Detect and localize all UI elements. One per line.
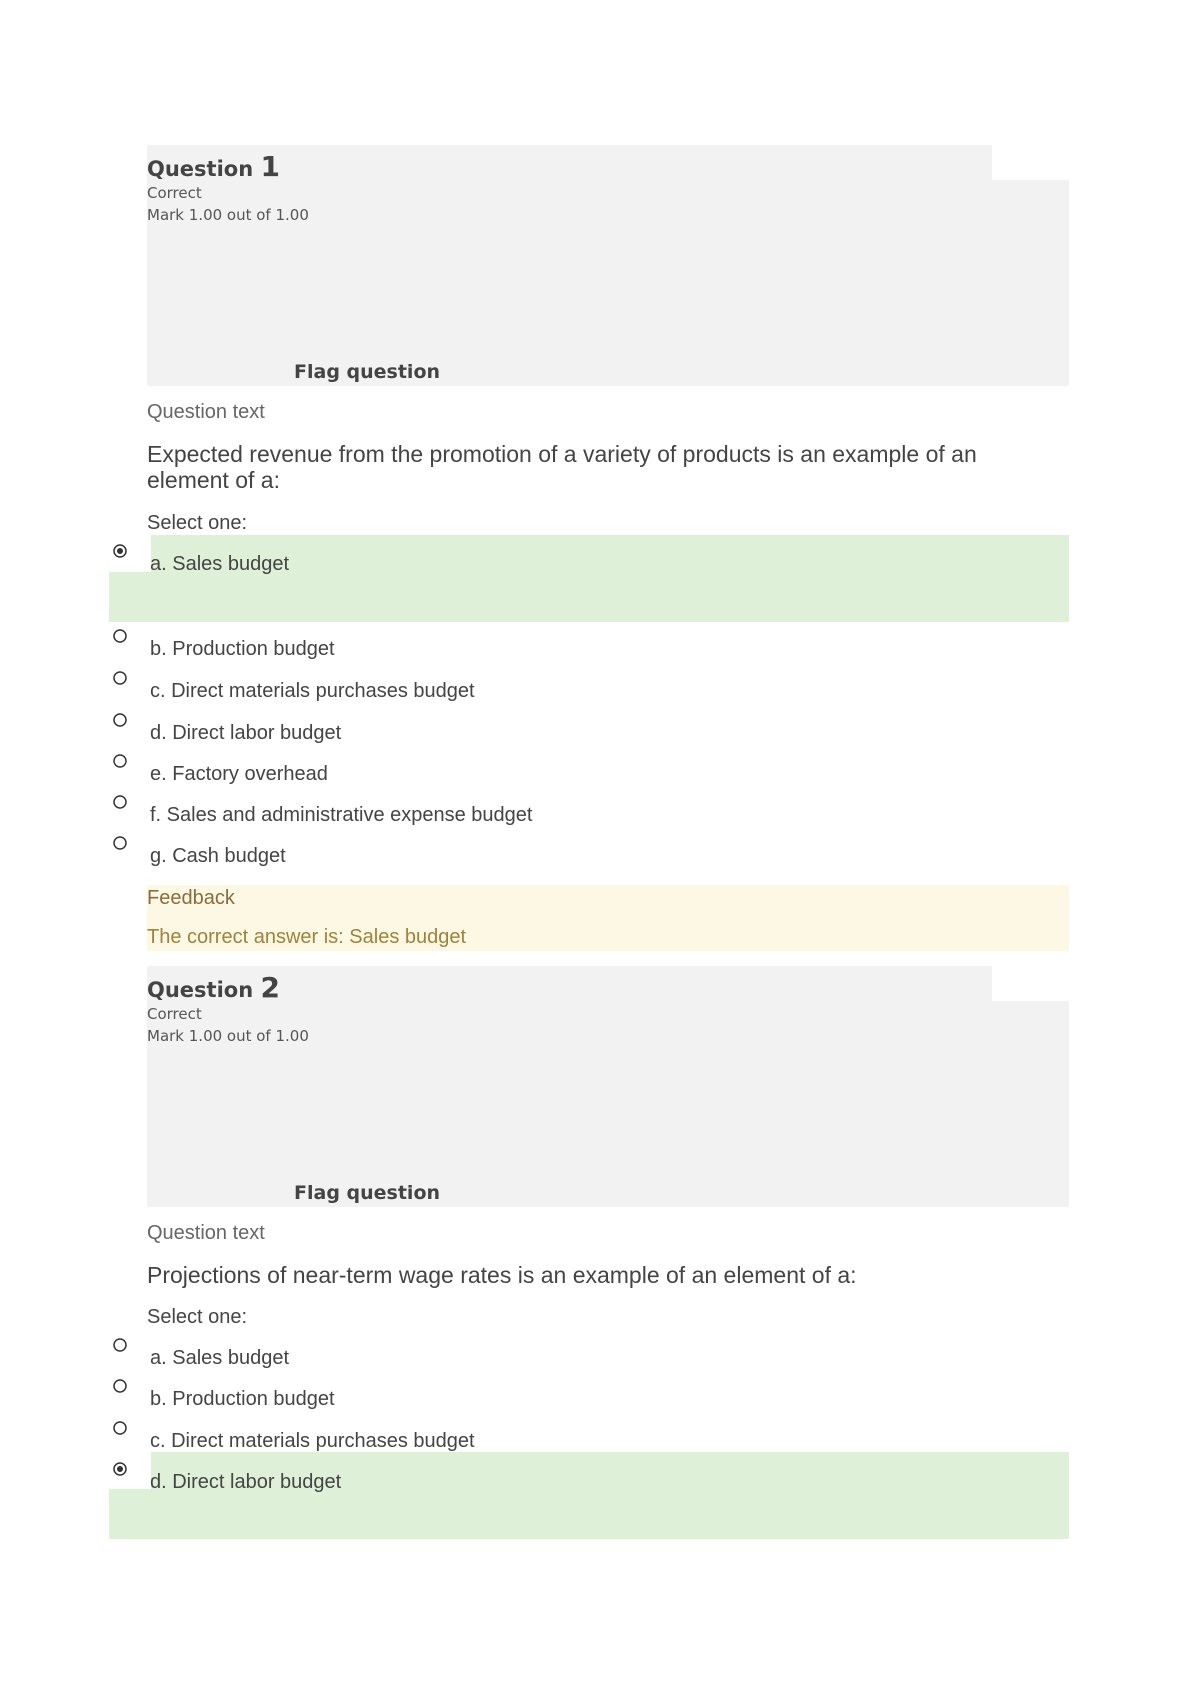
- correct-answer-highlight: [109, 1489, 1069, 1539]
- radio-unselected-icon[interactable]: [112, 670, 128, 686]
- select-one-prompt: Select one:: [147, 1306, 248, 1328]
- question-grade: Mark 1.00 out of 1.00: [147, 1027, 309, 1045]
- radio-unselected-icon[interactable]: [112, 794, 128, 810]
- option-label[interactable]: d. Direct labor budget: [150, 1471, 342, 1493]
- question-title: [147, 971, 280, 1004]
- flag-question-link[interactable]: Flag question: [294, 1182, 441, 1204]
- question-state: Correct: [147, 1005, 202, 1023]
- question-title-label: Question: [147, 157, 254, 181]
- option-label[interactable]: d. Direct labor budget: [150, 722, 342, 744]
- question-state: Correct: [147, 184, 202, 202]
- feedback-label: Feedback: [147, 887, 235, 909]
- flag-question-link[interactable]: Flag question: [294, 361, 441, 383]
- option-label[interactable]: c. Direct materials purchases budget: [150, 680, 475, 702]
- radio-selected-icon[interactable]: [112, 1461, 128, 1477]
- option-label[interactable]: f. Sales and administrative expense budget: [150, 804, 533, 826]
- feedback-right-answer: The correct answer is: Sales budget: [147, 926, 467, 948]
- radio-unselected-icon[interactable]: [112, 1337, 128, 1353]
- radio-unselected-icon[interactable]: [112, 753, 128, 769]
- radio-selected-icon[interactable]: [112, 543, 128, 559]
- radio-unselected-icon[interactable]: [112, 628, 128, 644]
- option-label[interactable]: b. Production budget: [150, 1388, 335, 1410]
- question-text: Expected revenue from the promotion of a variety of products is an example of an element of a:: [147, 441, 977, 493]
- option-label[interactable]: b. Production budget: [150, 638, 335, 660]
- option-label[interactable]: a. Sales budget: [150, 1347, 289, 1369]
- select-one-prompt: Select one:: [147, 512, 248, 534]
- radio-unselected-icon[interactable]: [112, 1420, 128, 1436]
- radio-unselected-icon[interactable]: [112, 1378, 128, 1394]
- question-number: 2: [260, 971, 280, 1004]
- question-text: Projections of near-term wage rates is an example of an element of a:: [147, 1262, 857, 1288]
- radio-unselected-icon[interactable]: [112, 712, 128, 728]
- radio-unselected-icon[interactable]: [112, 835, 128, 851]
- option-label[interactable]: e. Factory overhead: [150, 763, 328, 785]
- option-label[interactable]: g. Cash budget: [150, 845, 286, 867]
- question-title: [147, 150, 280, 183]
- question-title-label: Question: [147, 978, 254, 1002]
- question-text-label: Question text: [147, 1222, 265, 1244]
- question-text-label: Question text: [147, 401, 265, 423]
- option-label[interactable]: c. Direct materials purchases budget: [150, 1430, 475, 1452]
- correct-answer-highlight: [109, 572, 1069, 622]
- question-grade: Mark 1.00 out of 1.00: [147, 206, 309, 224]
- question-number: 1: [260, 150, 280, 183]
- option-label[interactable]: a. Sales budget: [150, 553, 289, 575]
